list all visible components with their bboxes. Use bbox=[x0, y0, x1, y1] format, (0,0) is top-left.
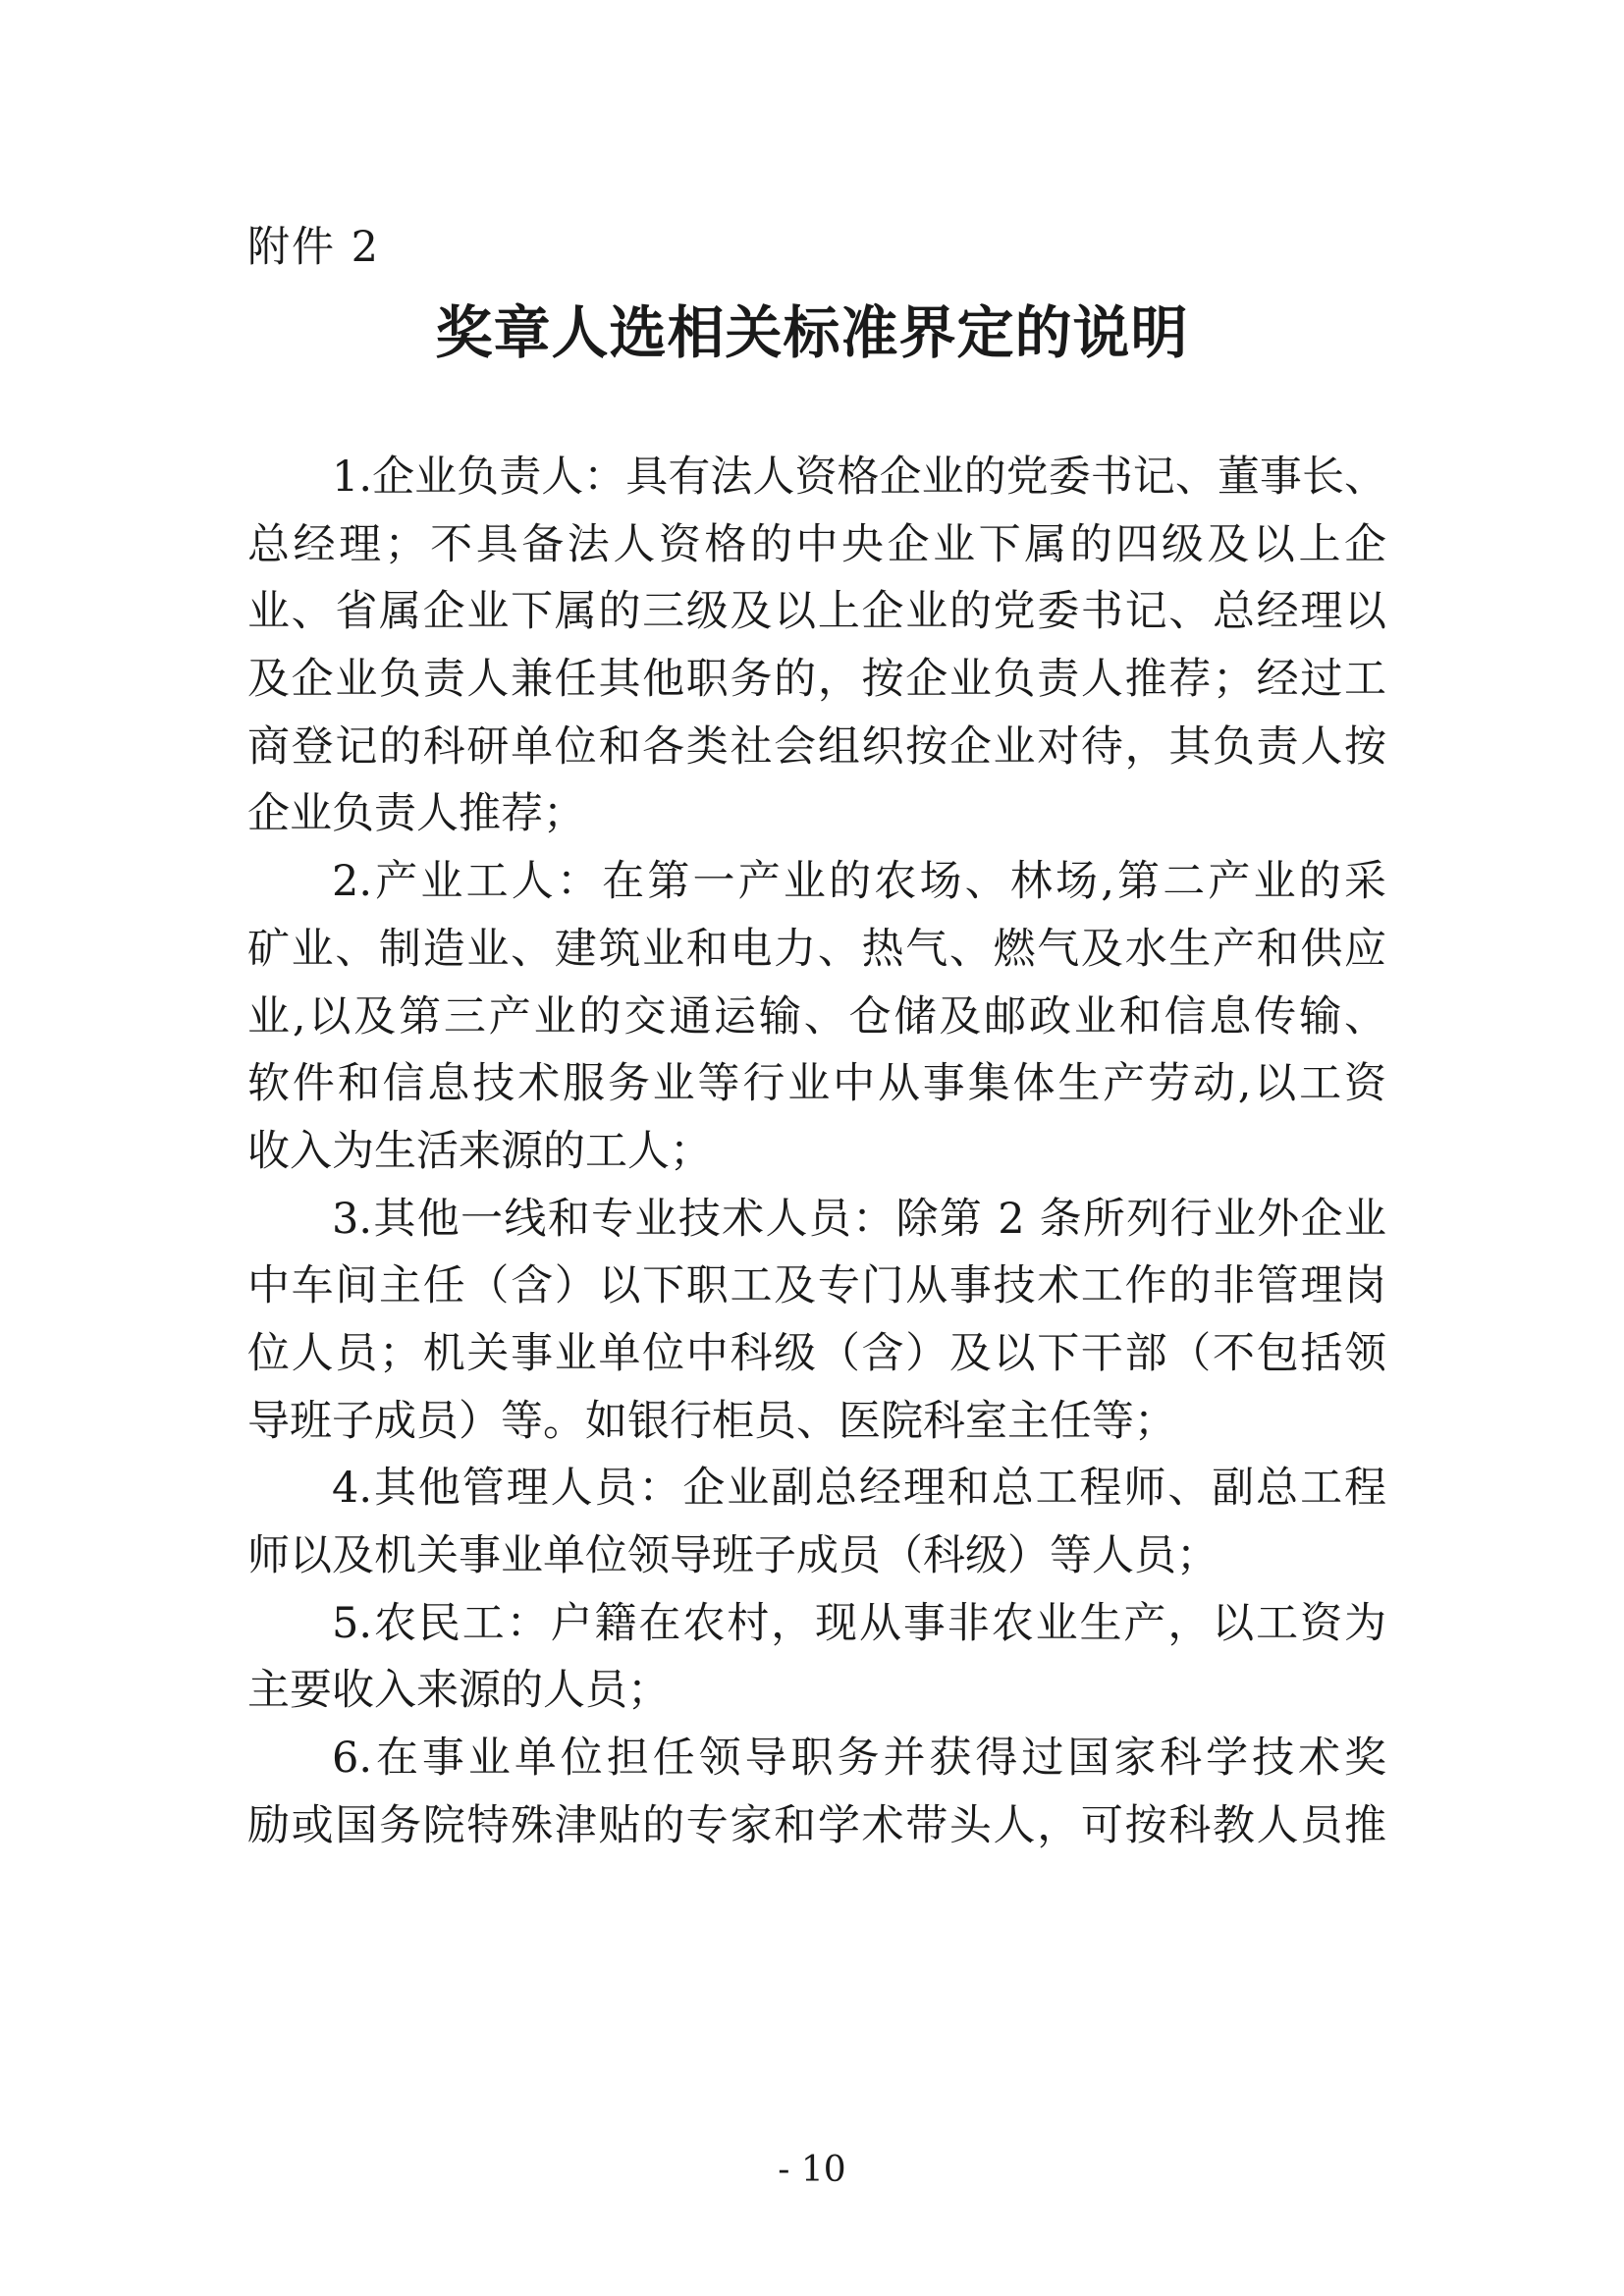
paragraph-line: 收入为生活来源的工人； bbox=[247, 1126, 712, 1176]
paragraph-line: 业、省属企业下属的三级及以上企业的党委书记、总经理以 bbox=[247, 587, 1386, 637]
paragraph-6 bbox=[247, 1725, 1386, 1859]
paragraph-line: 软件和信息技术服务业等行业中从事集体生产劳动,以工资 bbox=[247, 1059, 1386, 1109]
paragraph-5 bbox=[247, 1590, 1386, 1725]
paragraph-line: 矿业、制造业、建筑业和电力、热气、燃气及水生产和供应 bbox=[247, 924, 1386, 974]
paragraph-line: 商登记的科研单位和各类社会组织按企业对待，其负责人按 bbox=[247, 721, 1386, 772]
document-title: 奖章人选相关标准界定的说明 bbox=[435, 299, 1189, 366]
paragraph-1 bbox=[247, 444, 1386, 848]
document-body bbox=[247, 444, 1386, 1859]
paragraph-line: 励或国务院特殊津贴的专家和学术带头人，可按科教人员推 bbox=[247, 1800, 1386, 1850]
paragraph-line: 总经理；不具备法人资格的中央企业下属的四级及以上企 bbox=[247, 519, 1386, 569]
paragraph-line: 导班子成员）等。如银行柜员、医院科室主任等； bbox=[247, 1396, 1176, 1446]
paragraph-line: 3.其他一线和专业技术人员：除第 2 条所列行业外企业 bbox=[332, 1194, 1386, 1244]
paragraph-line: 业,以及第三产业的交通运输、仓储及邮政业和信息传输、 bbox=[247, 991, 1386, 1041]
page-number: - 10 bbox=[778, 2150, 846, 2190]
attachment-label: 附件 2 bbox=[247, 223, 381, 272]
paragraph-4 bbox=[247, 1455, 1386, 1589]
paragraph-line: 1.企业负责人：具有法人资格企业的党委书记、董事长、 bbox=[332, 453, 1386, 502]
paragraph-line: 及企业负责人兼任其他职务的，按企业负责人推荐；经过工 bbox=[247, 655, 1386, 705]
paragraph-line: 6.在事业单位担任领导职务并获得过国家科学技术奖 bbox=[332, 1734, 1386, 1784]
paragraph-3 bbox=[247, 1186, 1386, 1456]
paragraph-line: 4.其他管理人员：企业副总经理和总工程师、副总工程 bbox=[332, 1464, 1386, 1514]
paragraph-line: 企业负责人推荐； bbox=[247, 789, 585, 839]
paragraph-line: 位人员；机关事业单位中科级（含）及以下干部（不包括领 bbox=[247, 1328, 1386, 1378]
paragraph-line: 师以及机关事业单位领导班子成员（科级）等人员； bbox=[247, 1531, 1218, 1580]
paragraph-line: 2.产业工人：在第一产业的农场、林场,第二产业的采 bbox=[332, 857, 1386, 907]
paragraph-2 bbox=[247, 848, 1386, 1185]
paragraph-line: 中车间主任（含）以下职工及专门从事技术工作的非管理岗 bbox=[247, 1261, 1386, 1311]
paragraph-line: 5.农民工：户籍在农村，现从事非农业生产，以工资为 bbox=[332, 1598, 1386, 1648]
paragraph-line: 主要收入来源的人员； bbox=[247, 1666, 670, 1716]
